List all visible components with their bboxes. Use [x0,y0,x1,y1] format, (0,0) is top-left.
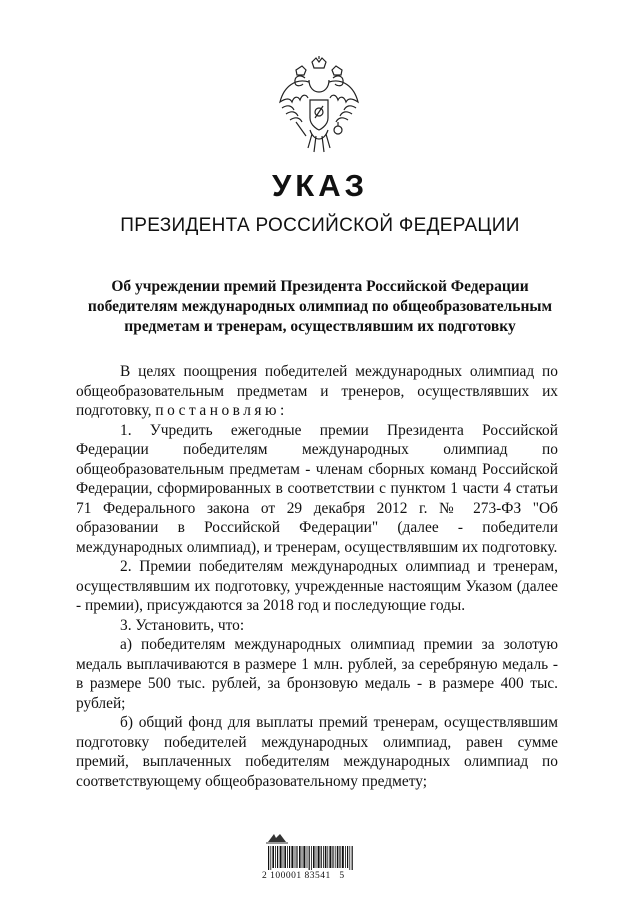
coat-of-arms-emblem [276,56,362,156]
paragraph-1: 1. Учредить ежегодные премии Президента Российской Федерации победителям международных олимпиад по общеобразовательным предметам - членам сборных команд Российской Федерации, сформированных в соответствии с пунктом 1 части 4 статьи 71 Федерального закона от 29 декабря 2012 г. № 273-ФЗ "Об образовании в Российской Федерации" (далее - победители международных олимпиад), и тренерам, осуществлявшим их подготовку. [76,421,558,556]
paragraph-2: 2. Премии победителям международных олимпиад и тренерам, осуществлявшим их подготовку, учрежденные настоящим Указом (далее - премии), присуждаются за 2018 год и последующие годы. [76,558,558,614]
document-subtitle: ПРЕЗИДЕНТА РОССИЙСКОЙ ФЕДЕРАЦИИ [120,215,520,236]
preamble-paragraph [76,362,558,421]
heading-line: предметам и тренерам, осуществлявшим их подготовку [124,318,516,335]
barcode-number: 2 100001 83541 5 [262,871,345,881]
paragraph-3b: б) общий фонд для выплаты премий тренерам, осуществлявшим подготовку победителей международных олимпиад, равен сумме премий, выплаченных победителям международных олимпиад по соответствующему общеобразовательному предмету; [76,714,558,790]
heading-line: победителям международных олимпиад по общеобразовательным [87,298,553,315]
preamble-keyword: постановляю: [155,402,288,419]
document-title: УКАЗ [271,168,368,203]
paragraph-3: 3. Установить, что: [120,616,245,634]
barcode-image [268,846,354,870]
printer-mark-icon [266,832,288,844]
preamble-text: В целях поощрения победителей международных олимпиад по общеобразовательным предметам и тренеров, осуществлявших их подготовку, [76,363,558,419]
decree-heading [70,277,570,337]
paragraph-3a: а) победителям международных олимпиад премии за золотую медаль выплачиваются в размере 1 млн. рублей, за серебряную медаль - в размере 500 тыс. рублей, за бронзовую медаль - в размере 400 тыс. рублей; [76,636,558,712]
decree-body [76,362,558,791]
heading-line: Об учреждении премий Президента Российской Федерации [111,278,529,295]
